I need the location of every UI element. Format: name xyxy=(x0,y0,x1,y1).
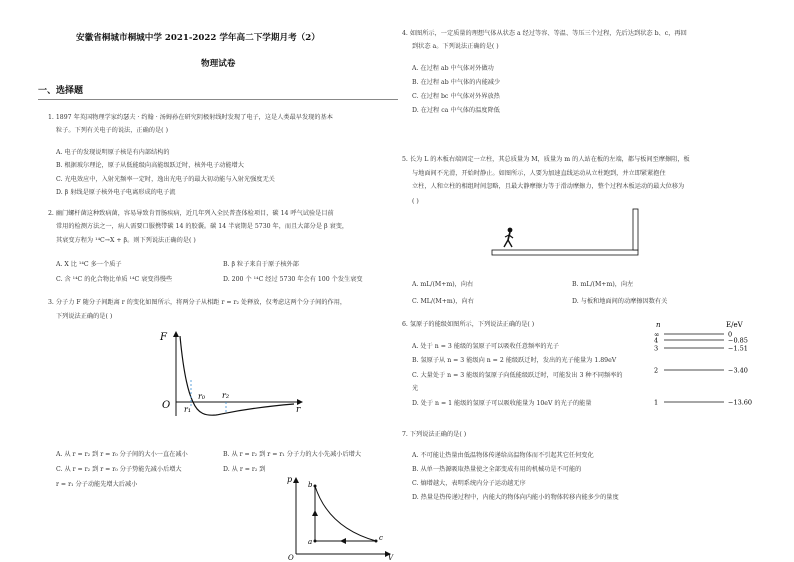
force-label-r2: r₂ xyxy=(222,391,230,400)
q7-stem-line1: 7. 下列说法正确的是( ) xyxy=(402,431,467,438)
q7-option-d[interactable]: D. 热量是热传递过程中，内能大的物体向内能小的物体转移内能多少的量度 xyxy=(412,494,619,501)
q2-option-c[interactable]: C. 含 ¹⁴C 的化合物比单质 ¹⁴C 衰变得慢些 xyxy=(56,276,173,283)
q4-option-c[interactable]: C. 在过程 bc 中气体对外界放热 xyxy=(412,93,500,100)
force-label-r1: r₁ xyxy=(184,405,192,414)
force-label-F: F xyxy=(160,332,167,343)
q7-option-b[interactable]: B. 从单一热源吸取热量使之全部变成有用的机械功是不可能的 xyxy=(412,466,582,473)
q6-option-d[interactable]: D. 处于 n = 1 能级的氢原子可以吸收能量为 10eV 的光子的能量 xyxy=(412,400,592,407)
q1-option-c[interactable]: C. 光电效应中，入射光频率一定时，逸出光电子的最大初动能与入射光强度无关 xyxy=(56,176,275,183)
q5-stem-line2: 与地面间不光滑，开始时静止。如图所示，人要为加速直线运动从立柱跑到，并立即紧紧抱住 xyxy=(412,170,666,177)
force-label-r: r xyxy=(296,405,301,415)
q1-option-a[interactable]: A. 电子的发现说明原子核是有内部结构的 xyxy=(56,149,170,156)
q3-stem-line1: 3. 分子力 F 随分子间距离 r 的变化如图所示，将两分子从相距 r = r₂ 处释放，仅考虑这两个分子间的作用， xyxy=(48,299,347,306)
q6-stem-line1: 6. 氢原子的能级如图所示，下列说法正确的是( ) xyxy=(402,321,535,328)
pv-label-b: b xyxy=(308,481,313,489)
exam-title: 安徽省桐城市桐城中学 2021-2022 学年高二下学期月考（2） xyxy=(76,33,320,43)
section-rule xyxy=(38,99,398,100)
pv-arrow-ca xyxy=(340,538,346,544)
q2-option-b[interactable]: B. β 粒子来自于原子核外部 xyxy=(223,261,299,268)
energy-level-diagram xyxy=(650,318,760,410)
q4-stem-line1: 4. 如图所示，一定质量的理想气体从状态 a 经过等容、等温、等压三个过程，先后达到状态 b、c，再回 xyxy=(402,30,687,37)
q1-stem-line1: 1. 1897 年英国物理学家约瑟夫 · 约翰 · 汤姆孙在研究阴极射线时发现了电子，这是人类最早发现的基本 xyxy=(48,114,333,121)
pv-point-c xyxy=(375,540,378,543)
q3-option-a[interactable]: A. 从 r = r₂ 到 r = r₀ 分子间的大小一直在减小 xyxy=(56,451,188,458)
q7-option-c[interactable]: C. 熵增越大，表明系统内分子运动越无序 xyxy=(412,480,526,487)
energy-level-e: 0 xyxy=(728,330,733,339)
board-runner-figure xyxy=(490,206,650,262)
q5-stem-line4: ( ) xyxy=(412,198,419,205)
q5-stem-line1: 5. 长为 L 的木板右端固定一立柱，其总质量为 M，质量为 m 的人站在板的左端，都与板间至摩擦阻，板 xyxy=(402,156,690,163)
pv-label-a: a xyxy=(308,538,313,546)
pv-point-b xyxy=(314,485,317,488)
q3-option-d[interactable]: D. 从 r = r₂ 到 xyxy=(223,466,266,473)
q4-option-d[interactable]: D. 在过程 ca 中气体的温度降低 xyxy=(412,107,500,114)
levels-group xyxy=(654,331,752,407)
q5-option-a[interactable]: A. mL/(M+m)，向右 xyxy=(412,281,474,288)
q3-option-d-cont: r = r₁ 分子动能先增大后减小 xyxy=(56,481,138,488)
q1-option-b[interactable]: B. 根据玻尔理论，原子从低能级向高能级跃迁时，核外电子动能增大 xyxy=(56,162,244,169)
force-curve xyxy=(180,336,294,415)
board xyxy=(492,250,638,255)
q3-stem-line2: 下列说法正确的是( ) xyxy=(56,313,113,320)
q1-option-d[interactable]: D. β 射线是原子核外电子电离形成的电子流 xyxy=(56,189,176,196)
q2-option-a[interactable]: A. X 比 ¹⁴C 多一个质子 xyxy=(56,261,122,268)
q4-option-b[interactable]: B. 在过程 ab 中气体的内能减少 xyxy=(412,79,501,86)
q5-option-c[interactable]: C. ML/(M+m)，向右 xyxy=(412,298,474,305)
pv-label-p: p xyxy=(287,475,293,484)
levels-head-e: E/eV xyxy=(726,321,743,329)
pv-point-a xyxy=(314,540,317,543)
force-distance-graph xyxy=(156,328,306,420)
energy-level-e: −1.51 xyxy=(728,344,748,353)
force-label-r0: r₀ xyxy=(198,392,206,401)
pv-diagram xyxy=(284,474,396,560)
energy-level-n: 3 xyxy=(654,344,659,353)
levels-head-n: n xyxy=(656,321,661,329)
q5-option-b[interactable]: B. mL/(M+m)，向左 xyxy=(572,281,634,288)
runner-icon xyxy=(504,228,513,247)
energy-level-n: 2 xyxy=(654,366,659,375)
q6-option-a[interactable]: A. 处于 n = 3 能级的氢原子可以吸收任意频率的光子 xyxy=(412,343,559,350)
q2-option-d[interactable]: D. 200 个 ¹⁴C 经过 5730 年会有 100 个发生衰变 xyxy=(223,276,363,283)
exam-subtitle: 物理试卷 xyxy=(201,59,236,69)
energy-level-e: −13.60 xyxy=(728,398,753,407)
pv-label-c: c xyxy=(379,534,383,542)
q3-option-c[interactable]: C. 从 r = r₂ 到 r = r₀ 分子势能先减小后增大 xyxy=(56,466,182,473)
energy-level-e: −3.40 xyxy=(728,366,748,375)
section-heading: 一、选择题 xyxy=(38,86,84,96)
q5-stem-line3: 立柱，人和立柱的相组时间忽略，且最大静摩擦力等于滑动摩擦力，整个过程木板运动的最大位移为 xyxy=(412,183,685,190)
q2-stem-line3: 其衰变方程为 ¹⁴C→X + β。则下列说法正确的是( ) xyxy=(56,237,196,244)
q3-option-b[interactable]: B. 从 r = r₂ 到 r = r₁ 分子力的大小先减小后增大 xyxy=(223,451,362,458)
energy-level-e: −0.85 xyxy=(728,336,748,345)
q2-stem-line1: 2. 幽门螺杆菌这种致病菌，容易导致肯胃肠疾病，近几年列入全民普查体检项目，碳 14 呼气试验是目前 xyxy=(48,210,334,217)
pv-label-o: O xyxy=(288,554,294,560)
q2-stem-line2: 常用的检测方法之一，病人需要口服携带碳 14 的胶囊。碳 14 半衰期是 5730 年，而且大部分是 β 衰变， xyxy=(56,223,349,230)
q5-option-d[interactable]: D. 与板和地面间的动摩擦因数有关 xyxy=(572,298,668,305)
q1-stem-line2: 粒子。下列有关电子的说法，正确的是( ) xyxy=(56,127,168,134)
q4-stem-line2: 到状态 a。下列说法正确的是( ) xyxy=(412,43,499,50)
energy-level-n: 4 xyxy=(654,336,659,345)
q6-option-b[interactable]: B. 氢原子从 n = 3 能级向 n = 2 能级跃迁时，发出的光子能量为 1.89eV xyxy=(412,357,617,364)
q4-option-a[interactable]: A. 在过程 ab 中气体对外做功 xyxy=(412,65,494,72)
pv-process-bc xyxy=(315,486,376,541)
q7-option-a[interactable]: A. 不可能让热量由低温物体传递给高温物体而不引起其它任何变化 xyxy=(412,452,594,459)
pv-arrow-ab xyxy=(312,510,318,516)
pv-label-v: V xyxy=(388,554,394,560)
force-label-O: O xyxy=(162,400,171,411)
right-column xyxy=(402,0,782,562)
q6-option-c-cont: 光 xyxy=(412,385,419,392)
energy-level-n: ∞ xyxy=(654,330,660,339)
q6-option-c[interactable]: C. 大量处于 n = 3 能级的氢原子向低能级跃迁时，可能发出 3 种不同频率的 xyxy=(412,372,623,379)
post xyxy=(633,209,638,250)
left-column xyxy=(38,0,418,562)
energy-level-n: 1 xyxy=(654,398,659,407)
